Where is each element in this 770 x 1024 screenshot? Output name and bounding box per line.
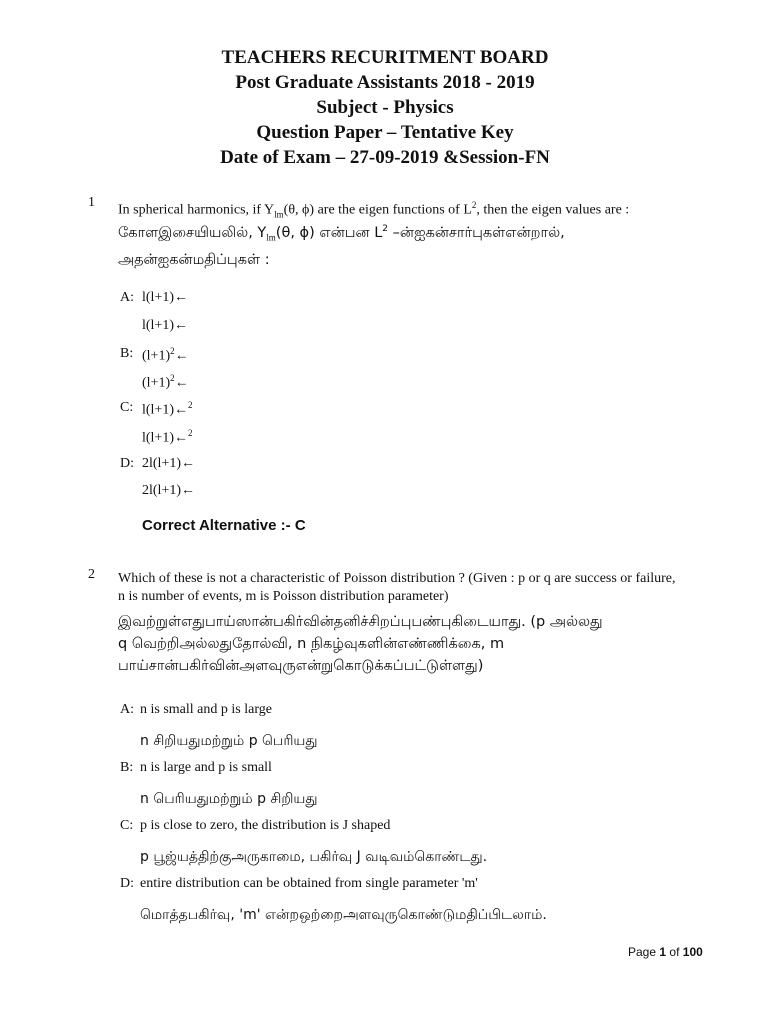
tamil-line: பாய்சான்பகிர்வின்அளவுருஎன்றுகொடுக்கப்பட்டுள்ளது) <box>118 658 484 674</box>
option-c-tamil: p பூஜ்யத்திற்குஅருகாமை, பகிர்வு J வடிவம்கொண்டது. <box>140 849 488 865</box>
document-header <box>0 45 770 170</box>
text-fragment: ← <box>174 375 189 391</box>
text-fragment: , then the eigen values are : <box>476 202 630 218</box>
option-c-english: p is close to zero, the distribution is J shaped <box>140 818 391 833</box>
tamil-line: q வெற்றிஅல்லதுதோல்வி, n நிகழ்வுகளின்எண்ணிக்கை, m <box>118 636 505 652</box>
text-fragment: (θ, ϕ) என்பன L <box>275 224 383 241</box>
text-line: Which of these is not a characteristic of Poisson distribution ? (Given : p or q are success or failure, <box>118 571 676 586</box>
subscript: lm <box>266 232 276 243</box>
page-word: Page <box>628 945 657 959</box>
text-fragment: In spherical harmonics, if Y <box>118 202 275 218</box>
text-fragment: (θ, ϕ) are the eigen functions of L <box>283 202 472 218</box>
question-number: 2 <box>88 567 95 582</box>
option-d-tamil: மொத்தபகிர்வு, 'm' என்றஒற்றைஅளவுருகொண்டுமதிப்பிடலாம். <box>140 907 547 923</box>
option-a-line1: l(l+1)← <box>142 290 188 305</box>
option-c-line1 <box>142 400 193 419</box>
text-fragment: l(l+1)← <box>142 402 188 418</box>
option-a-tamil: n சிறியதுமற்றும் p பெரியது <box>140 733 318 749</box>
option-label-d: D: <box>120 876 134 891</box>
correct-alternative: Correct Alternative :- C <box>142 517 306 534</box>
of-word: of <box>669 945 680 959</box>
option-label-c: C: <box>120 818 134 833</box>
option-b-english: n is large and p is small <box>140 760 272 775</box>
header-exam-date: Date of Exam – 27-09-2019 &Session-FN <box>220 147 550 168</box>
text-fragment: (l+1) <box>142 348 171 364</box>
subscript: lm <box>274 209 284 220</box>
option-label-a: A: <box>120 702 134 717</box>
question-text-tamil <box>118 611 728 677</box>
question-number: 1 <box>88 195 95 210</box>
header-paper-type: Question Paper – Tentative Key <box>256 122 514 143</box>
superscript: 2 <box>170 346 175 356</box>
page-number-footer <box>628 945 703 959</box>
header-exam-name: Post Graduate Assistants 2018 - 2019 <box>235 72 535 93</box>
option-label-b: B: <box>120 760 134 775</box>
text-line: n is number of events, m is Poisson distribution parameter) <box>118 589 449 604</box>
option-a-english: n is small and p is large <box>140 702 272 717</box>
text-fragment: –ன்ஐகன்சார்புகள்என்றால், <box>388 224 565 241</box>
tamil-line: இவற்றுள்எதுபாய்ஸான்பகிர்வின்தனிச்சிறப்புபண்புகிடையாது. (p அல்லது <box>118 614 603 630</box>
text-fragment: l(l+1)← <box>142 430 188 446</box>
tamil-line: அதன்ஐகன்மதிப்புகள் : <box>118 251 270 268</box>
text-fragment: கோளஇசையியலில், Y <box>118 224 267 241</box>
option-d-line2: 2l(l+1)← <box>142 483 195 498</box>
superscript: 2 <box>170 373 175 383</box>
superscript: 2 <box>188 400 193 410</box>
superscript: 2 <box>471 200 477 210</box>
superscript: 2 <box>382 224 389 234</box>
total-pages: 100 <box>682 945 703 959</box>
text-fragment: (l+1) <box>142 375 171 391</box>
superscript: 2 <box>188 428 193 438</box>
text-fragment: ← <box>174 348 189 364</box>
header-subject: Subject - Physics <box>316 97 454 118</box>
option-label-b: B: <box>120 346 134 361</box>
current-page: 1 <box>659 945 667 959</box>
option-d-line1: 2l(l+1)← <box>142 456 195 471</box>
option-c-line2 <box>142 428 193 447</box>
tamil-line <box>118 218 718 249</box>
question-text-english <box>118 570 728 606</box>
option-b-line2 <box>142 373 189 392</box>
option-label-a: A: <box>120 290 134 305</box>
option-d-english: entire distribution can be obtained from single parameter 'm' <box>140 876 478 891</box>
option-b-tamil: n பெரியதுமற்றும் p சிறியது <box>140 791 318 807</box>
option-label-c: C: <box>120 400 134 415</box>
question-text-tamil <box>118 218 718 271</box>
option-a-line2: l(l+1)← <box>142 318 188 333</box>
option-label-d: D: <box>120 456 134 471</box>
header-board-title: TEACHERS RECURITMENT BOARD <box>221 47 549 68</box>
option-b-line1 <box>142 346 189 365</box>
